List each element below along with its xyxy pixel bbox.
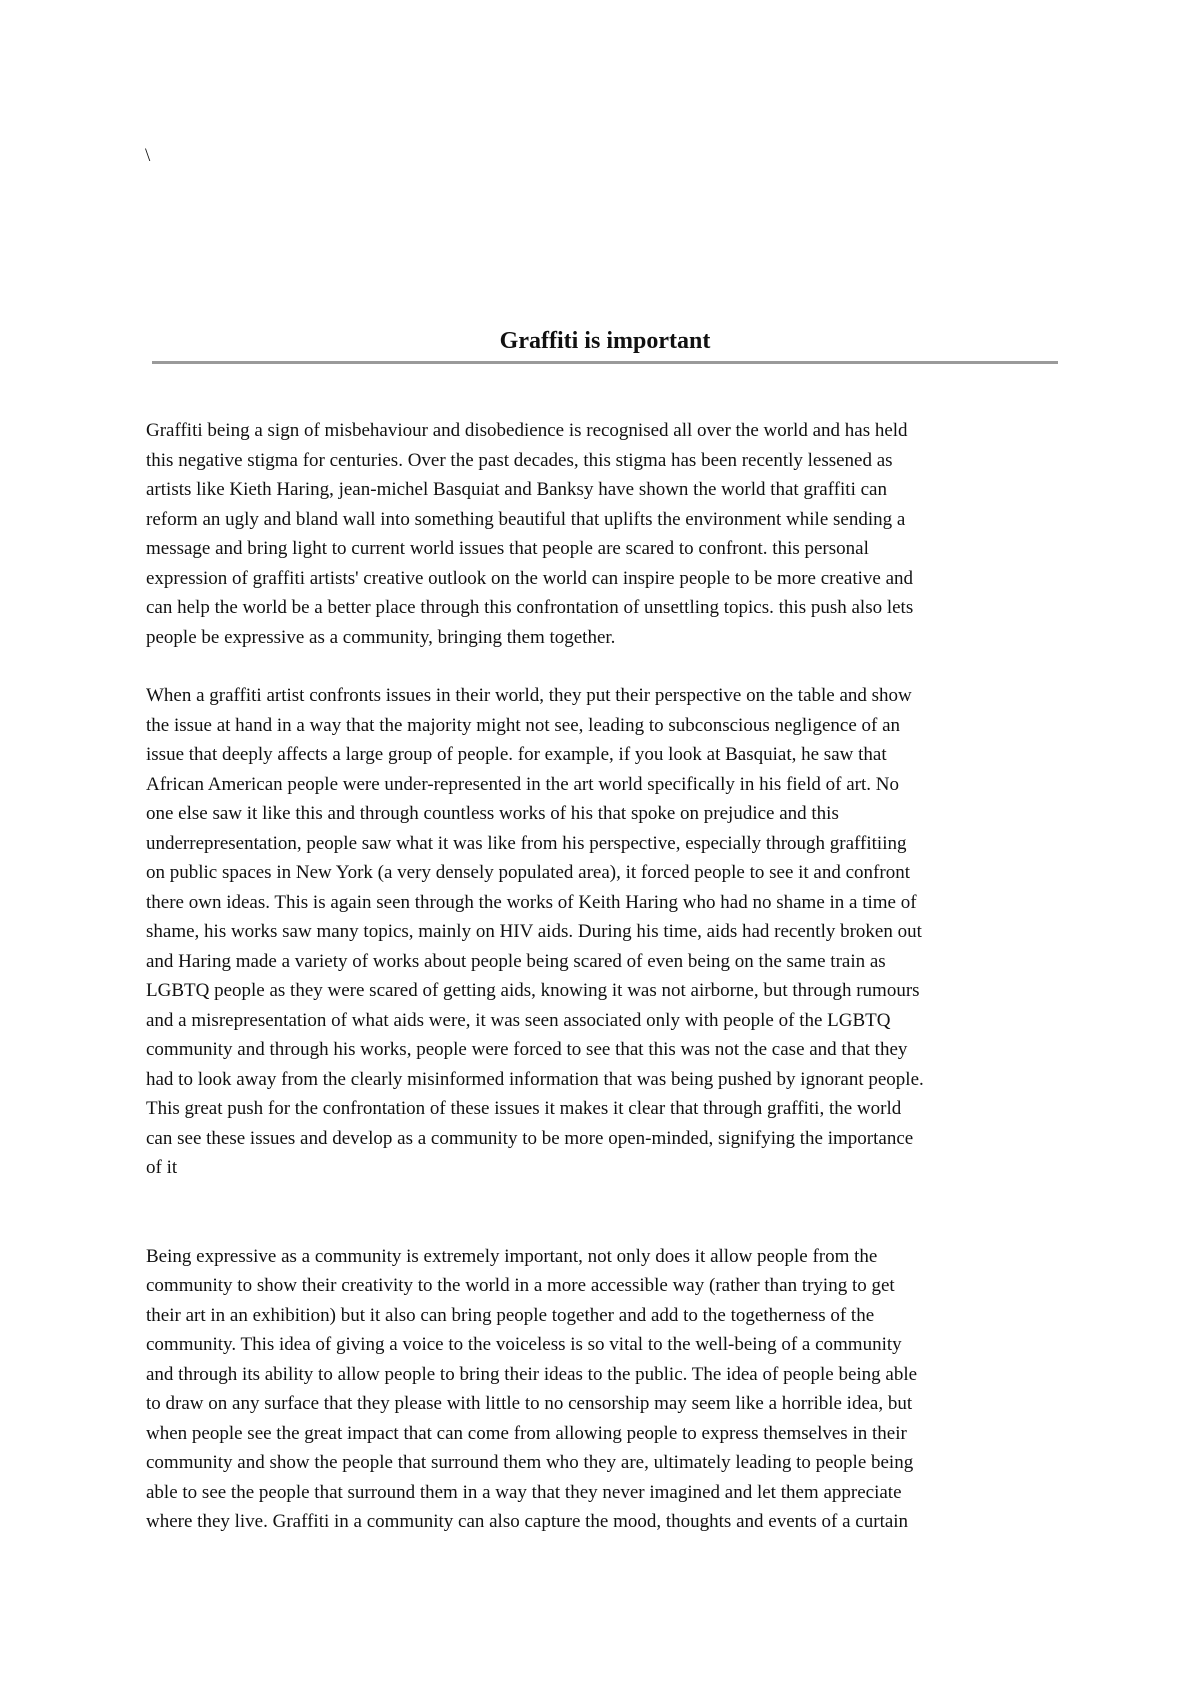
paragraph-intro: Graffiti being a sign of misbehaviour and disobedience is recognised all over the world and has held this negative stigma for centuries. Over the past decades, this stigma has been recently lessened as artists like Kieth Haring, jean-michel Basquiat and Banksy have shown the world that graffiti can reform an ugly and bland wall into something beautiful that uplifts the environment while sending a message and bring light to current world issues that people are scared to confront. this personal expression of graffiti artists' creative outlook on the world can inspire people to be more creative and can help the world be a better place through this confrontation of unsettling topics. this push also lets people be expressive as a community, bringing them together. <box>146 420 914 648</box>
paragraph-spacer <box>146 652 1066 681</box>
paragraph-community-expression: Being expressive as a community is extremely important, not only does it allow people from the community to show their creativity to the world in a more accessible way (rather than trying to get their art in an exhibition) but it also can bring people together and add to the togetherness of the community. This idea of giving a voice to the voiceless is so vital to the well-being of a community and through its ability to allow people to bring their ideas to the public. The idea of people being able to draw on any surface that they please with little to no censorship may seem like a horrible idea, but when people see the great impact that can come from allowing people to express themselves in their community and show the people that surround them who they are, ultimately leading to people being able to see the people that surround them in a way that they never imagined and let them appreciate where they live. Graffiti in a community can also capture the mood, thoughts and events of a curtain <box>146 1245 918 1532</box>
document-body <box>146 416 1066 1537</box>
paragraph-confronting-issues: When a graffiti artist confronts issues in their world, they put their perspective on the table and show the issue at hand in a way that the majority might not see, leading to subconscious negligence of an issue that deeply affects a large group of people. for example, if you look at Basquiat, he saw that African American people were under-represented in the art world specifically in his field of art. No one else saw it like this and through countless works of his that spoke on prejudice and this underrepresentation, people saw what it was like from his perspective, especially through graffitiing on public spaces in New York (a very densely populated area), it forced people to see it and confront there own ideas. This is again seen through the works of Keith Haring who had no shame in a time of shame, his works saw many topics, mainly on HIV aids. During his time, aids had recently broken out and Haring made a variety of works about people being scared of even being on the same train as LGBTQ people as they were scared of getting aids, knowing it was not airborne, but through rumours and a misrepresentation of what aids were, it was seen associated only with people of the LGBTQ community and through his works, people were forced to see that this was not the case and that they had to look away from the clearly misinformed information that was being pushed by ignorant people. This great push for the confrontation of these issues it makes it clear that through graffiti, the world can see these issues and develop as a community to be more open-minded, signifying the importance of it <box>146 685 924 1178</box>
stray-backslash: \ <box>145 145 151 166</box>
paragraph-spacer <box>146 1183 1066 1242</box>
title-underline-divider <box>152 361 1058 364</box>
document-title: Graffiti is important <box>499 328 711 354</box>
